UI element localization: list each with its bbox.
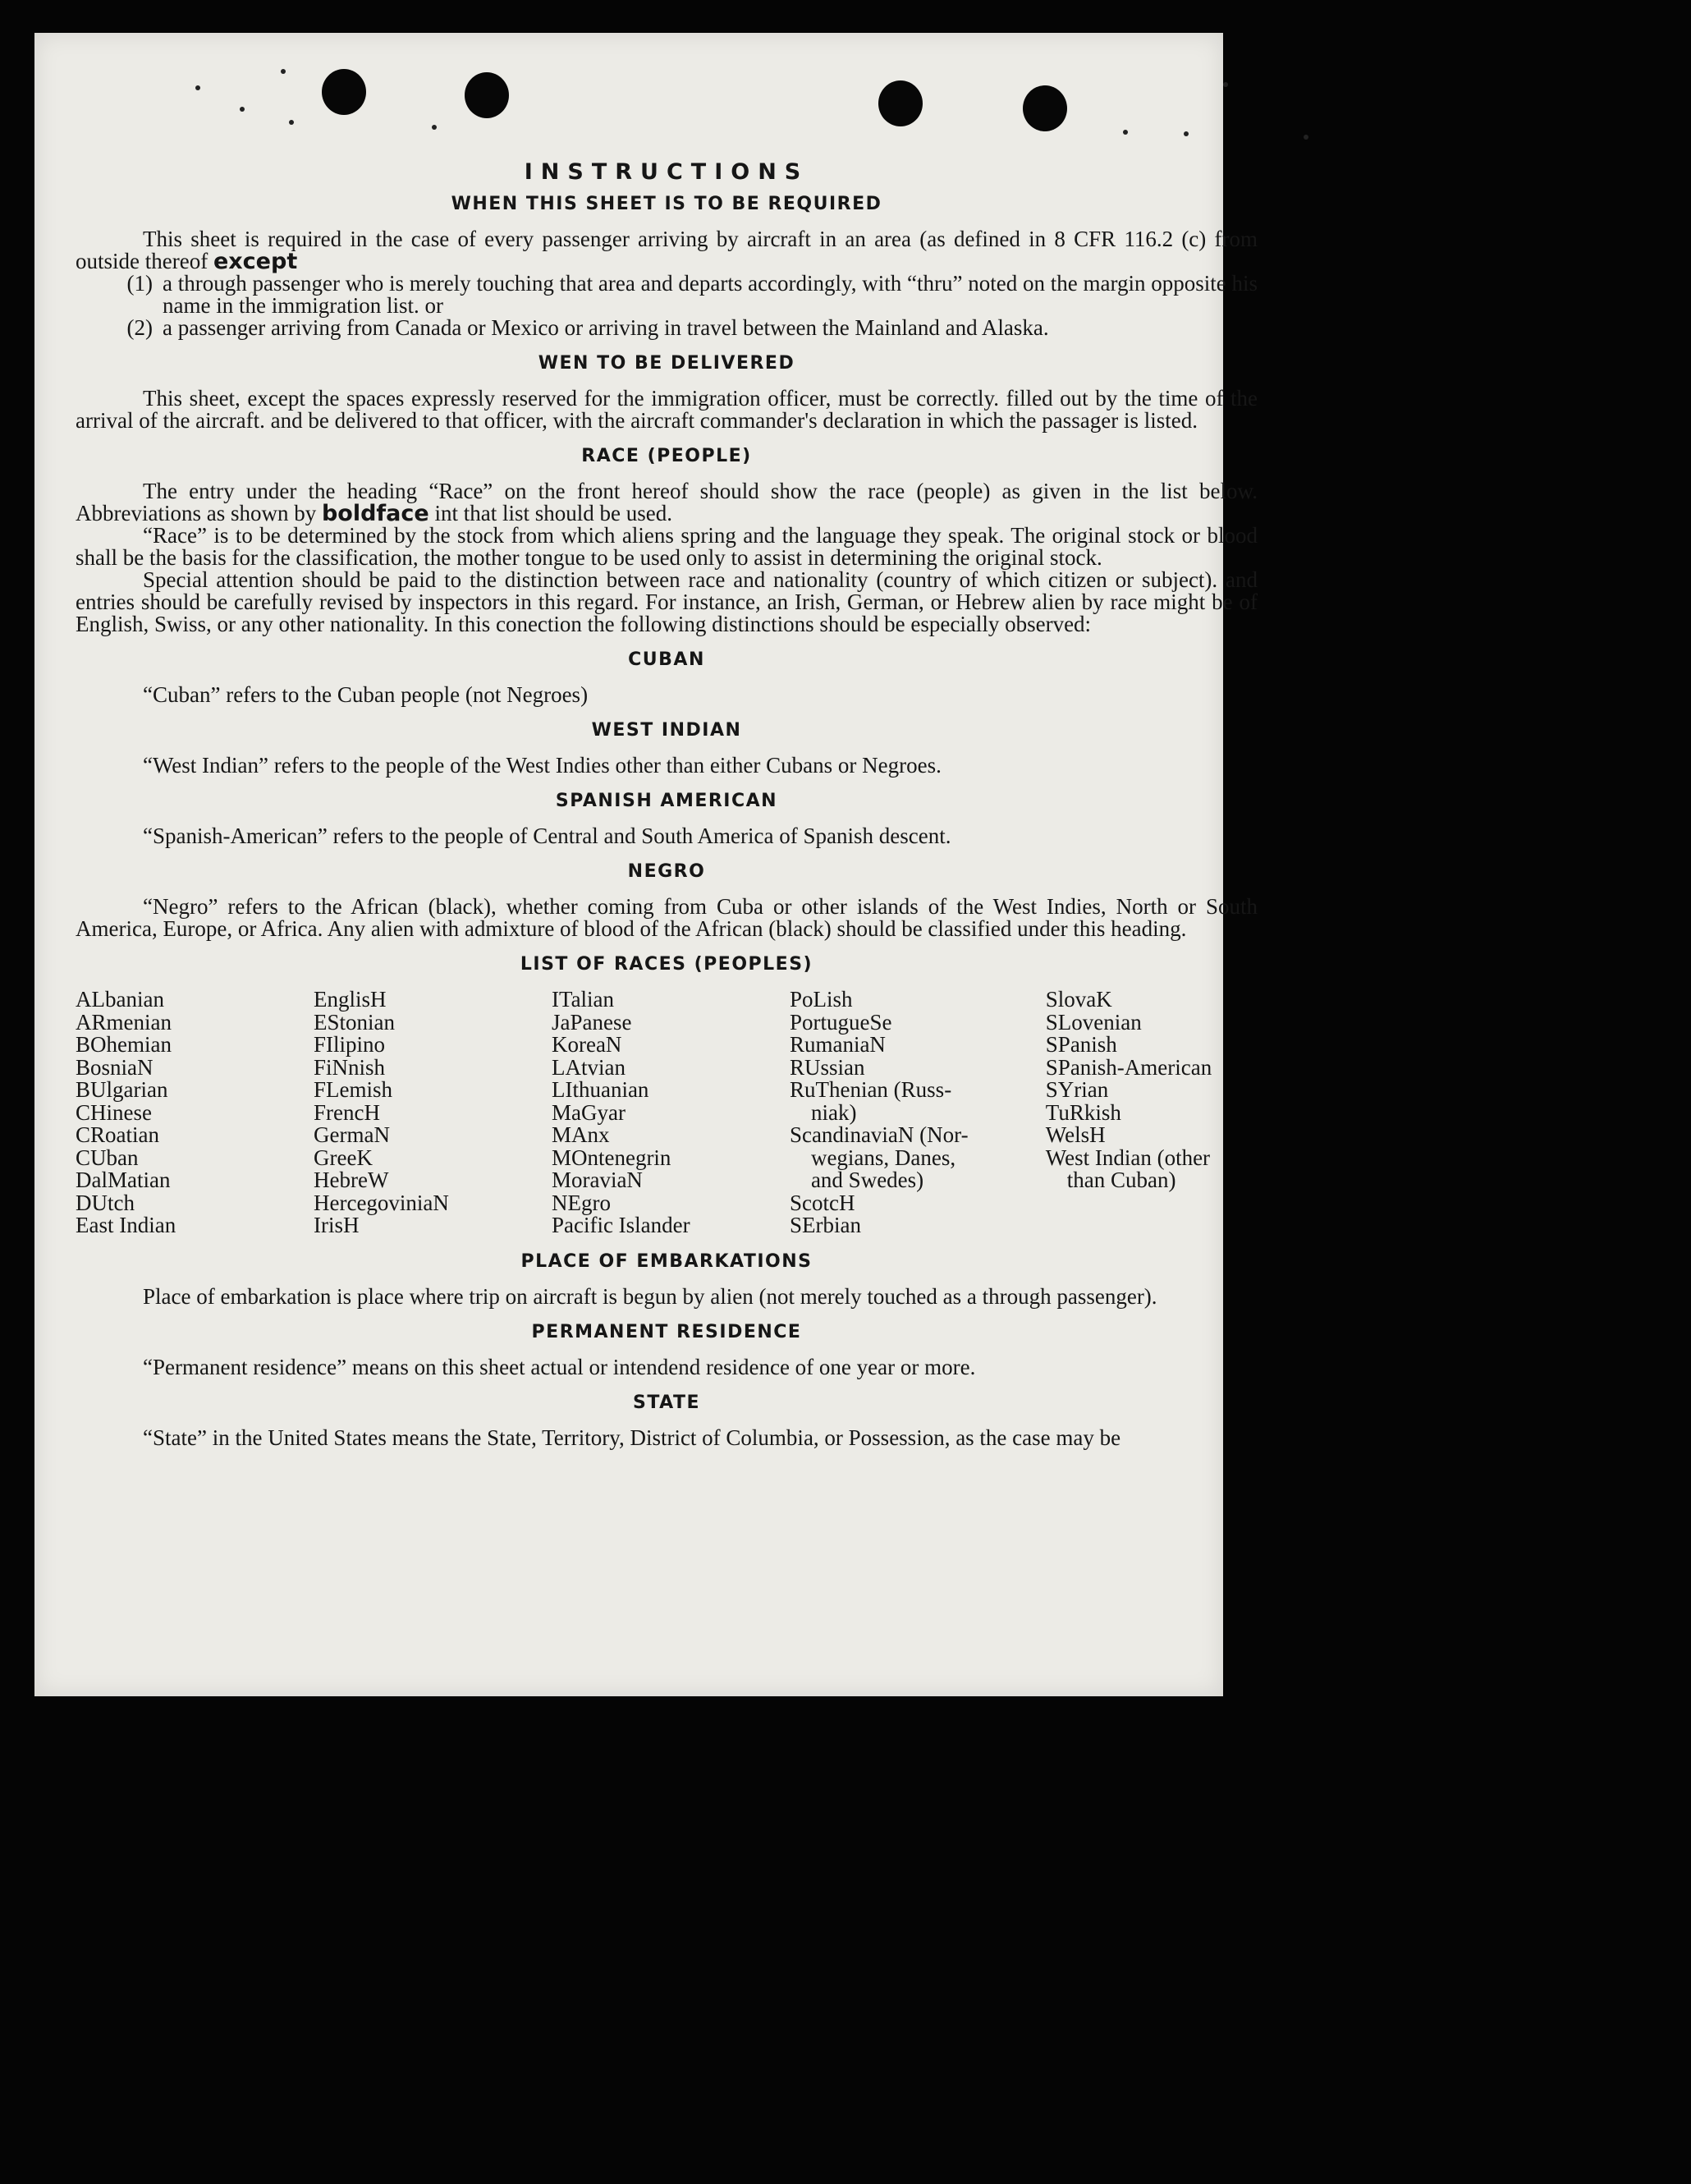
race-entry: EStonian <box>313 1009 395 1035</box>
section-heading: STATE <box>633 1392 700 1413</box>
race-entry: RumaniaN <box>789 1032 886 1057</box>
section-spanish-american <box>76 790 1258 847</box>
race-entry: CHinese <box>76 1099 152 1125</box>
list-item <box>76 273 1258 317</box>
section-heading: PERMANENT RESIDENCE <box>531 1321 802 1342</box>
race-entry: PoLish <box>789 987 853 1012</box>
race-entry: RuThenian (Russ- niak) <box>789 1077 952 1125</box>
section-negro <box>76 860 1258 940</box>
section-heading: WEN TO BE DELIVERED <box>538 353 795 374</box>
race-entry: DalMatian <box>76 1168 171 1192</box>
races-list <box>76 989 1258 1237</box>
paragraph: “Spanish-American” refers to the people of Central and South America of Spanish descent. <box>143 824 951 848</box>
race-entry: IrisH <box>313 1213 360 1237</box>
race-entry: ScotcH <box>789 1190 855 1215</box>
punch-hole <box>465 72 509 118</box>
section-heading: WHEN THIS SHEET IS TO BE REQUIRED <box>451 194 882 214</box>
section-heading: PLACE OF EMBARKATIONS <box>520 1250 813 1272</box>
speck <box>281 69 286 74</box>
punch-hole <box>1023 85 1067 131</box>
section-list-of-races <box>76 953 1258 1237</box>
race-entry: MOntenegrin <box>551 1145 671 1170</box>
section-embarkation <box>76 1250 1258 1308</box>
race-entry: SErbian <box>789 1213 861 1237</box>
section-race <box>76 445 1258 635</box>
section-heading: CUBAN <box>628 649 705 670</box>
race-entry: CUban <box>76 1145 139 1170</box>
section-west-indian <box>76 719 1258 777</box>
paragraph <box>76 228 1258 273</box>
paragraph-text: int that list should be used. <box>428 501 672 525</box>
race-entry: West Indian (other than Cuban) <box>1045 1145 1211 1192</box>
race-entry: MoraviaN <box>551 1168 643 1192</box>
race-entry: KoreaN <box>551 1032 622 1057</box>
race-entry: ARmenian <box>76 1009 172 1035</box>
speck <box>1223 82 1228 87</box>
speck <box>1123 130 1128 135</box>
paragraph: “Negro” refers to the African (black), whether coming from Cuba or other islands of the West Indies, North or South America, Europe, or Africa. Any alien with admixture of blood of the African (black) should be classified under this heading. <box>76 894 1258 941</box>
list-item <box>76 317 1258 339</box>
race-entry: PortugueSe <box>789 1009 892 1035</box>
speck <box>1184 131 1189 136</box>
race-entry: HercegoviniaN <box>313 1190 449 1215</box>
paragraph-text: The entry under the heading “Race” on the front hereof should show the race (people) as given in the list below. Abbreviations as shown by <box>76 479 1258 525</box>
paragraph: This sheet, except the spaces expressly reserved for the immigration officer, must be correctly. filled out by the time of the arrival of the aircraft. and be delivered to that officer, with the aircraft commander's declaration in which the passager is listed. <box>76 386 1258 433</box>
paragraph <box>76 480 1258 525</box>
race-entry: GreeK <box>313 1145 373 1170</box>
section-heading: WEST INDIAN <box>591 720 742 741</box>
section-state <box>76 1392 1258 1449</box>
race-entry: BOhemian <box>76 1032 172 1057</box>
item-text: a through passenger who is merely touching that area and departs accordingly, with “thru” noted on the margin opposite his name in the immigration list. or <box>163 271 1258 318</box>
section-permanent-residence <box>76 1321 1258 1379</box>
item-number: (2) <box>126 315 153 340</box>
race-entry: FrencH <box>313 1099 380 1125</box>
race-entry: CRoatian <box>76 1122 159 1147</box>
speck <box>432 125 437 130</box>
race-entry: SPanish <box>1045 1032 1117 1057</box>
race-entry: East Indian <box>76 1213 176 1237</box>
races-column <box>76 989 314 1237</box>
race-entry: HebreW <box>313 1168 389 1192</box>
bold-keyword: boldface <box>321 501 429 526</box>
race-entry: NEgro <box>551 1190 611 1215</box>
race-entry: JaPanese <box>551 1009 632 1035</box>
race-entry: ITalian <box>551 987 615 1012</box>
page-title: INSTRUCTIONS <box>524 159 809 185</box>
race-entry: SYrian <box>1045 1077 1109 1102</box>
race-entry: ScandinaviaN (Nor- wegians, Danes, and Swedes) <box>789 1122 969 1192</box>
race-entry: DUtch <box>76 1190 135 1215</box>
races-column <box>790 989 1046 1237</box>
paragraph: “State” in the United States means the State, Territory, District of Columbia, or Possession, as the case may be <box>143 1425 1121 1450</box>
race-entry: MaGyar <box>551 1099 626 1125</box>
section-when-delivered <box>76 352 1258 432</box>
section-when-required <box>76 193 1258 339</box>
race-entry: Pacific Islander <box>551 1213 690 1237</box>
item-text: a passenger arriving from Canada or Mexico or arriving in travel between the Mainland and Alaska. <box>163 315 1049 340</box>
section-heading: NEGRO <box>627 861 706 882</box>
race-entry: ALbanian <box>76 987 164 1012</box>
speck <box>240 107 245 112</box>
race-entry: EnglisH <box>313 987 387 1012</box>
item-number: (1) <box>126 271 153 296</box>
paragraph: “West Indian” refers to the people of the West Indies other than either Cubans or Negroes. <box>143 753 942 778</box>
race-entry: FIlipino <box>313 1032 385 1057</box>
race-entry: TuRkish <box>1045 1099 1121 1125</box>
instructions-content <box>76 161 1258 1449</box>
paragraph: “Cuban” refers to the Cuban people (not Negroes) <box>143 682 589 707</box>
race-entry: GermaN <box>313 1122 390 1147</box>
speck <box>289 120 294 125</box>
races-column <box>1046 989 1258 1237</box>
race-entry: LIthuanian <box>551 1077 649 1102</box>
speck <box>1304 135 1308 140</box>
section-heading: RACE (PEOPLE) <box>581 446 752 466</box>
race-entry: SPanish-American <box>1045 1054 1212 1080</box>
paragraph: Place of embarkation is place where trip on aircraft is begun by alien (not merely touched as a through passenger). <box>143 1283 1157 1309</box>
punch-hole <box>322 69 366 115</box>
race-entry: SLovenian <box>1045 1009 1142 1035</box>
race-entry: RUssian <box>789 1054 865 1080</box>
race-entry: MAnx <box>551 1122 610 1147</box>
races-column <box>552 989 790 1237</box>
section-cuban <box>76 649 1258 706</box>
race-entry: FiNnish <box>313 1054 386 1080</box>
paragraph: “Permanent residence” means on this sheet actual or intendend residence of one year or more. <box>143 1354 976 1379</box>
speck <box>195 85 200 90</box>
paragraph: “Race” is to be determined by the stock from which aliens spring and the language they speak. The original stock or blood shall be the basis for the classification, the mother tongue to be used only to assist in determining the original stock. <box>76 523 1258 570</box>
race-entry: FLemish <box>313 1077 392 1102</box>
race-entry: BosniaN <box>76 1054 154 1080</box>
section-heading: SPANISH AMERICAN <box>555 791 778 811</box>
race-entry: WelsH <box>1045 1122 1106 1147</box>
punch-hole <box>878 80 923 126</box>
paragraph-text: This sheet is required in the case of every passenger arriving by aircraft in an area (as defined in 8 CFR 116.2 (c) from outside thereof <box>76 227 1258 273</box>
bold-keyword: except <box>213 249 298 274</box>
race-entry: SlovaK <box>1045 987 1112 1012</box>
section-heading: LIST OF RACES (PEOPLES) <box>520 954 813 975</box>
races-column <box>314 989 552 1237</box>
paragraph: Special attention should be paid to the distinction between race and nationality (country of which citizen or subject). and entries should be carefully revised by inspectors in this regard. For instance, an Irish, German, or Hebrew alien by race might be of English, Swiss, or any other nationality. In this conection the following distinctions should be especially observed: <box>76 567 1258 636</box>
race-entry: LAtvian <box>551 1054 626 1080</box>
race-entry: BUlgarian <box>76 1077 168 1102</box>
